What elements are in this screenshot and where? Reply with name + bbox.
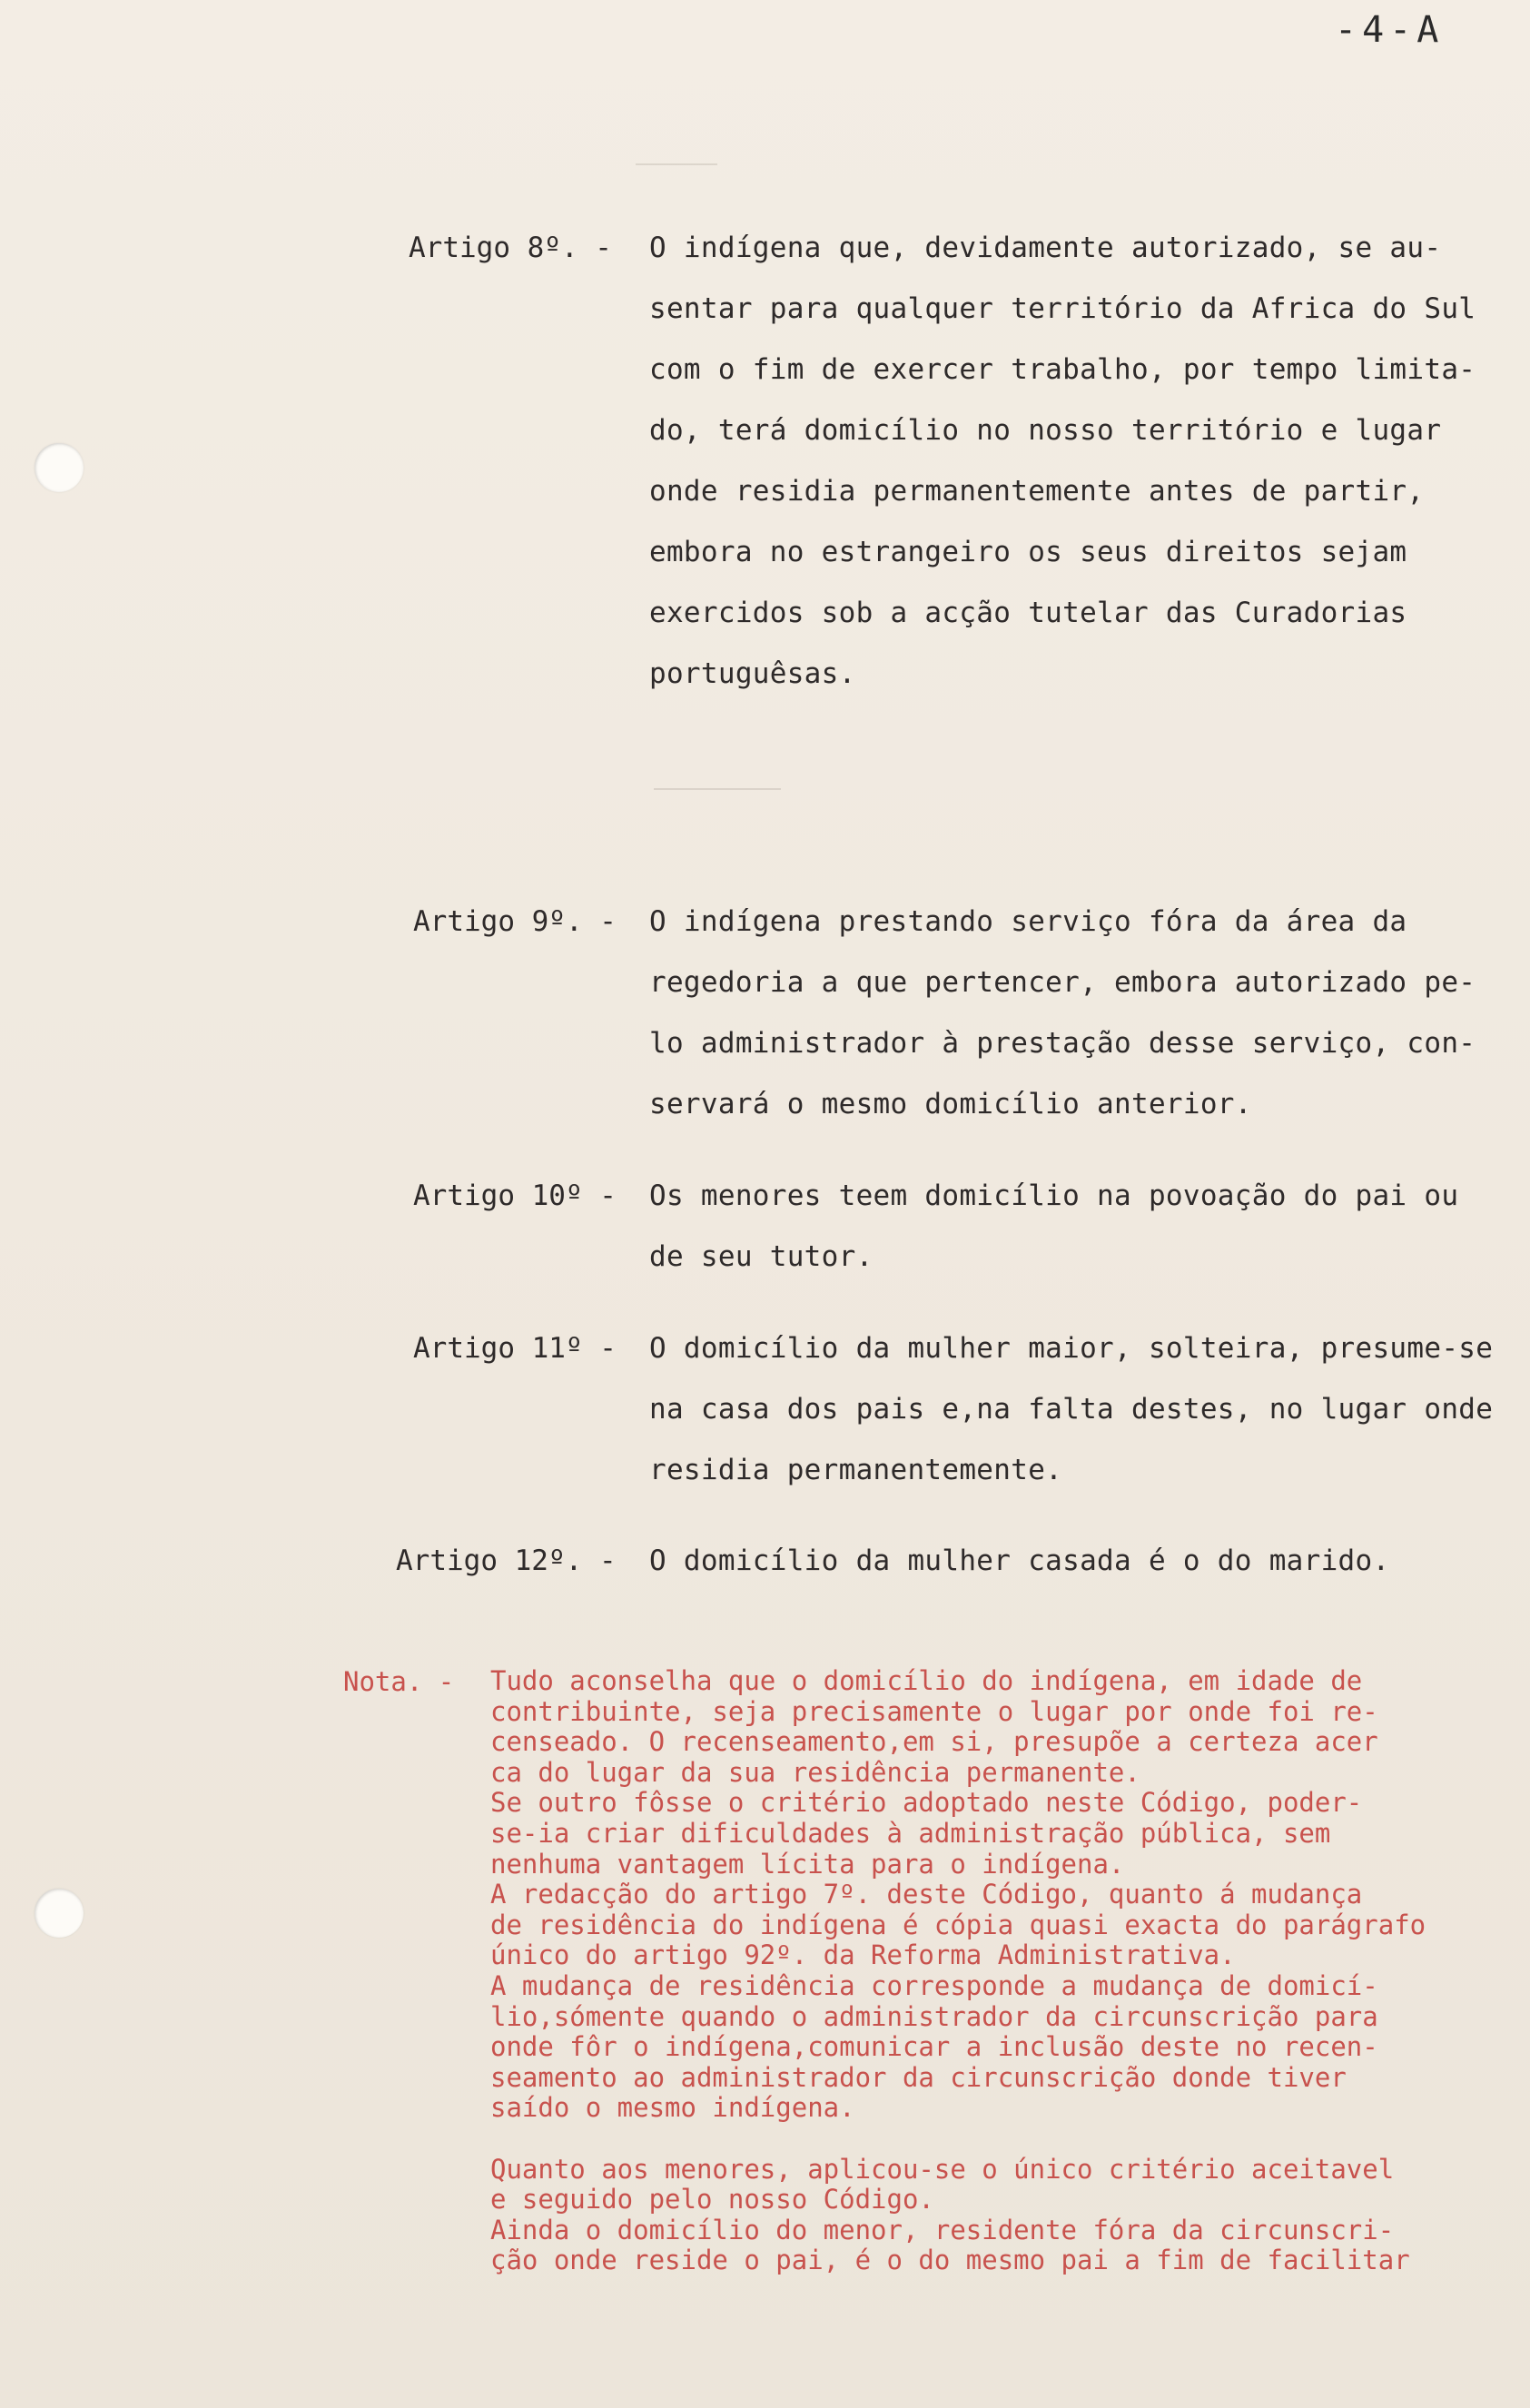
article-line: portuguêsas. <box>649 657 856 690</box>
article-line: regedoria a que pertencer, embora autorizado pe- <box>649 966 1476 999</box>
punch-hole-bottom <box>35 1889 84 1938</box>
note-line: de residência do indígena é cópia quasi exacta do parágrafo <box>490 1909 1426 1940</box>
note-line: seamento ao administrador da circunscrição donde tiver <box>490 2061 1347 2093</box>
article-line: do, terá domicílio no nosso território e lugar <box>649 414 1442 447</box>
article-line: Os menores teem domicílio na povoação do pai ou <box>649 1179 1459 1212</box>
article-label: Artigo 8º. - <box>409 232 612 264</box>
article-body <box>649 905 1521 1151</box>
note-line: se-ia criar dificuldades à administração pública, sem <box>490 1817 1331 1849</box>
article-body <box>649 234 1521 721</box>
article-line: onde residia permanentemente antes de partir, <box>649 475 1425 508</box>
article-line: na casa dos pais e,na falta destes, no lugar onde <box>649 1393 1494 1426</box>
note-line: lio,sómente quando o administrador da circunscrição para <box>490 2000 1378 2032</box>
note-line: Ainda o domicílio do menor, residente fóra da circunscri- <box>490 2214 1395 2245</box>
note-line: A mudança de residência corresponde a mudança de domicí- <box>490 1969 1378 2001</box>
note-line: A redacção do artigo 7º. deste Código, quanto á mudança <box>490 1879 1363 1910</box>
note-line: Quanto aos menores, aplicou-se o único critério aceitavel <box>490 2153 1395 2185</box>
note-blank-line <box>490 2124 1525 2155</box>
article-label: Artigo 11º - <box>413 1332 617 1365</box>
note-line: único do artigo 92º. da Reforma Administrativa. <box>490 1939 1236 1971</box>
article-label: Artigo 9º. - <box>413 905 617 938</box>
article-body <box>649 1179 1521 1304</box>
note-line: censeado. O recenseamento,em si, presupõe a certeza acer <box>490 1726 1378 1758</box>
note-line: saído o mesmo indígena. <box>490 2092 855 2124</box>
note-body <box>490 1666 1525 2276</box>
article-line: O domicílio da mulher casada é o do marido. <box>649 1544 1390 1577</box>
page-number: -4-A <box>1335 9 1445 51</box>
faint-mark <box>654 788 781 790</box>
faint-mark <box>636 163 717 165</box>
article-line: O indígena prestando serviço fóra da área da <box>649 905 1407 938</box>
article-line: sentar para qualquer território da Africa do Sul <box>649 292 1476 325</box>
article-body <box>649 1332 1521 1517</box>
punch-hole-top <box>35 443 84 492</box>
article-line: embora no estrangeiro os seus direitos sejam <box>649 536 1407 568</box>
article-line: O domicílio da mulher maior, solteira, presume-se <box>649 1332 1494 1365</box>
article-line: exercidos sob a acção tutelar das Curadorias <box>649 597 1407 629</box>
article-line: O indígena que, devidamente autorizado, se au- <box>649 232 1442 264</box>
note-line: contribuinte, seja precisamente o lugar por onde foi re- <box>490 1695 1378 1727</box>
article-label: Artigo 10º - <box>413 1179 617 1212</box>
article-line: de seu tutor. <box>649 1240 874 1273</box>
article-line: servará o mesmo domicílio anterior. <box>649 1088 1252 1120</box>
article-line: lo administrador à prestação desse serviço, con- <box>649 1027 1476 1060</box>
note-line: onde fôr o indígena,comunicar a inclusão deste no recen- <box>490 2031 1378 2063</box>
note-label: Nota. - <box>343 1666 455 1697</box>
note-line: e seguido pelo nosso Código. <box>490 2184 934 2216</box>
note-line: Se outro fôsse o critério adoptado neste Código, poder- <box>490 1787 1363 1819</box>
note-line: nenhuma vantagem lícita para o indígena. <box>490 1848 1125 1880</box>
note-line: ca do lugar da sua residência permanente. <box>490 1756 1140 1788</box>
article-line: residia permanentemente. <box>649 1454 1063 1486</box>
note-line: ção onde reside o pai, é o do mesmo pai a fim de facilitar <box>490 2245 1410 2276</box>
article-label: Artigo 12º. - <box>396 1544 617 1577</box>
note-line: Tudo aconselha que o domicílio do indígena, em idade de <box>490 1665 1363 1696</box>
article-body <box>649 1544 1521 1608</box>
article-line: com o fim de exercer trabalho, por tempo limita- <box>649 353 1476 386</box>
